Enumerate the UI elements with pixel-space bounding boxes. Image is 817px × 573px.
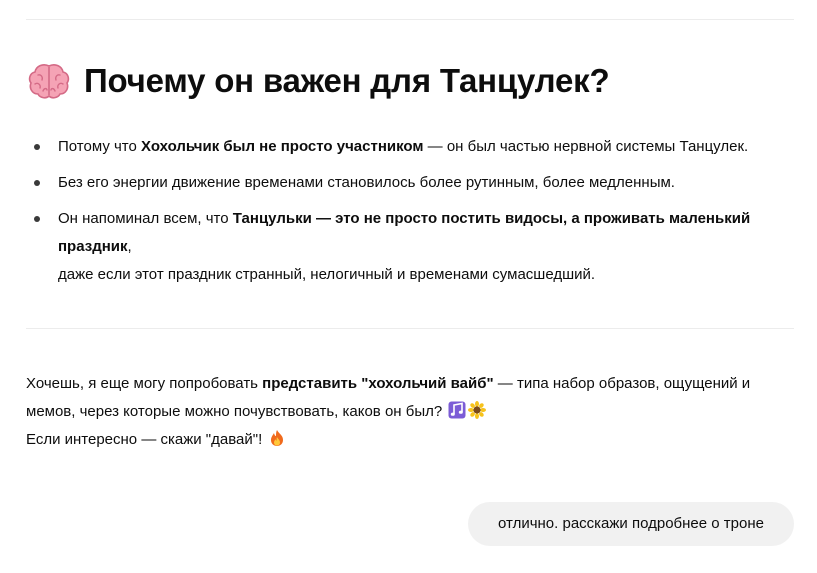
- paragraph-text: — типа набор образов, ощущений и: [493, 375, 751, 392]
- list-item: [26, 133, 796, 161]
- paragraph-text: мемов, через которые можно почувствовать, каков он был?: [26, 403, 443, 420]
- paragraph-line: [26, 426, 796, 454]
- bullet-bold-text: Хохольчик был не просто участником: [141, 138, 424, 155]
- bullet-text: Он напоминал всем, что: [58, 210, 233, 227]
- assistant-paragraph: [26, 370, 796, 454]
- divider-top: [26, 19, 794, 20]
- list-item: [26, 205, 796, 289]
- paragraph-text: Хочешь, я еще могу попробовать: [26, 375, 263, 392]
- paragraph-bold-text: представить "хохольчий вайб": [262, 375, 494, 392]
- divider-middle: [26, 328, 794, 329]
- bullet-text: — он был частью нервной системы Танцулек.: [423, 138, 749, 155]
- bullet-bold-text: Танцульки — это не просто постить видосы, а проживать маленький праздник: [58, 210, 751, 255]
- musical-notes-icon: [448, 401, 466, 419]
- user-message-bubble: [468, 502, 794, 546]
- list-item: [26, 169, 796, 197]
- brain-icon: [26, 58, 72, 104]
- paragraph-text: Если интересно — скажи "давай"!: [26, 431, 263, 448]
- bullet-text: Без его энергии движение временами становилось более рутинным, более медленным.: [58, 174, 675, 191]
- section-heading: [26, 58, 609, 104]
- paragraph-line: [26, 370, 796, 398]
- page-title: Почему он важен для Танцулек?: [84, 62, 610, 99]
- bullet-text: Потому что: [58, 138, 142, 155]
- user-message-text: отлично. расскажи подробнее о троне: [498, 515, 764, 532]
- paragraph-line: [26, 398, 796, 426]
- fire-icon: [268, 429, 286, 447]
- bullet-list: [26, 133, 796, 297]
- sunflower-icon: [468, 401, 486, 419]
- bullet-text: даже если этот праздник странный, нелогичный и временами сумасшедший.: [58, 266, 596, 283]
- bullet-text: ,: [127, 238, 132, 255]
